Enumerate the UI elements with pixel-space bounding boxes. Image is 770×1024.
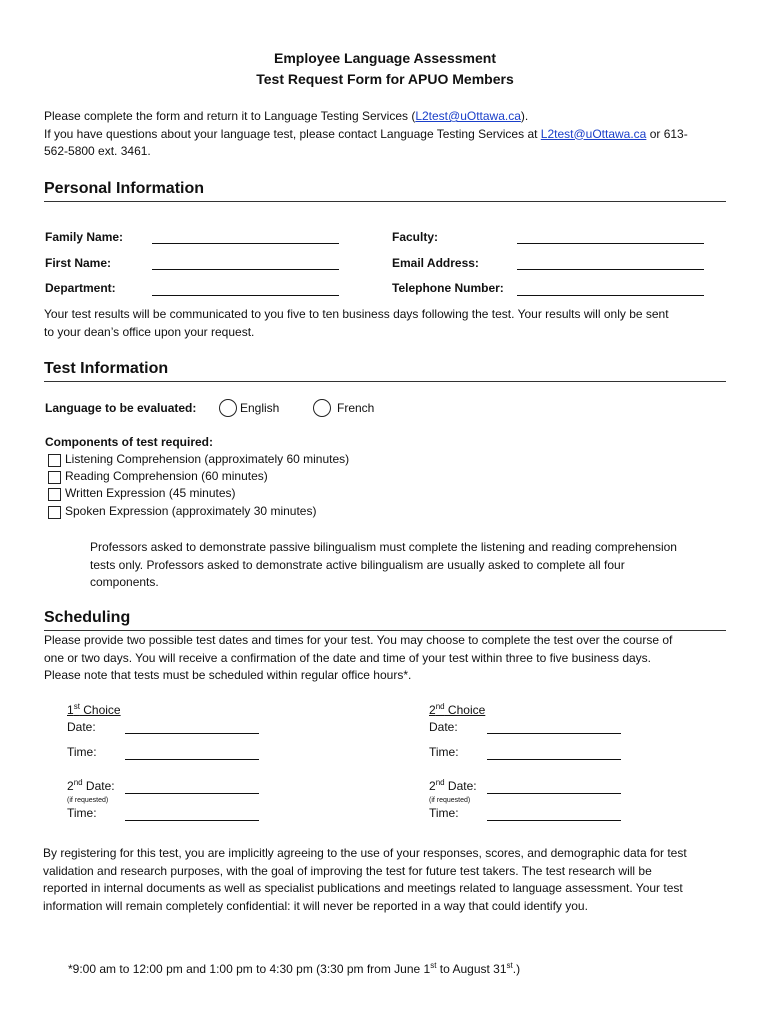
choice-num: 2 [429,703,436,717]
intro-text: Please complete the form and return it to Language Testing Services ( [44,109,416,123]
listening-checkbox[interactable] [48,454,61,467]
second-second-time-label: Time: [429,806,459,820]
language-label: Language to be evaluated: [45,401,197,415]
scheduling-paragraph [44,632,734,685]
email-address-label: Email Address: [392,256,479,270]
date-num: 2 [67,779,74,793]
department-field[interactable] [152,295,339,296]
intro-text: ). [520,109,529,123]
second-choice-date-field[interactable] [487,733,621,734]
component-item: Listening Comprehension (approximately 60 minutes) [65,452,350,466]
if-requested-note: (if requested) [429,797,471,804]
intro-line-3: 562-5800 ext. 3461. [44,144,151,158]
section-divider [44,630,726,631]
consent-paragraph [43,845,743,915]
intro-text: If you have questions about your language test, please contact Language Testing Services at [44,126,541,141]
results-note [44,306,734,341]
bilingualism-note-line: Professors asked to demonstrate passive bilingualism must complete the listening and reading comprehension [90,540,677,554]
intro-paragraph [44,108,734,161]
second-choice-second-time-field[interactable] [487,820,621,821]
first-name-label: First Name: [45,256,112,270]
french-radio[interactable] [313,399,331,417]
first-choice-time-field[interactable] [125,759,259,760]
results-note-line: Your test results will be communicated to you five to ten business days following the test. Your results will only be sent [44,307,669,321]
email-link-2[interactable]: L2test@uOttawa.ca [540,126,647,141]
bilingualism-note [90,539,730,592]
second-choice-time-field[interactable] [487,759,621,760]
first-name-field[interactable] [152,269,339,270]
date-sup: nd [435,778,445,787]
component-item: Spoken Expression (approximately 30 minutes) [65,504,317,518]
first-second-time-label: Time: [67,806,97,820]
scheduling-heading: Scheduling [44,609,131,626]
first-date-label: Date: [67,720,96,734]
scheduling-line: Please provide two possible test dates and times for your test. You may choose to complete the test over the course of [44,633,673,647]
french-option-label: French [337,401,375,415]
second-second-date-label [429,779,477,793]
email-address-field[interactable] [517,269,704,270]
footnote-text: .) [512,962,521,976]
office-hours-footnote [68,962,520,976]
first-second-date-label [67,779,115,793]
second-choice-second-date-field[interactable] [487,793,621,794]
first-choice-second-time-field[interactable] [125,820,259,821]
personal-info-heading: Personal Information [44,180,205,197]
form-title: Employee Language Assessment [273,50,496,66]
form-subtitle: Test Request Form for APUO Members [256,71,514,87]
date-num: 2 [429,779,436,793]
choice-word: Choice [444,703,486,717]
section-divider [44,201,726,202]
component-item: Reading Comprehension (60 minutes) [65,469,268,483]
family-name-label: Family Name: [45,230,124,244]
scheduling-line: Please note that tests must be scheduled within regular office hours*. [44,668,412,682]
email-link[interactable]: L2test@uOttawa.ca [415,109,521,123]
first-time-label: Time: [67,745,97,759]
consent-line: validation and research purposes, with the goal of improving the test for future test takers. The test research will be [43,863,652,878]
second-time-label: Time: [429,745,459,759]
family-name-field[interactable] [152,243,339,244]
choice-word: Choice [79,703,121,717]
faculty-label: Faculty: [392,230,439,244]
footnote-sup: st [430,961,437,970]
consent-line: information will remain completely confidential: it will never be reported in a way that could identify you. [43,898,588,913]
results-note-line: to your dean’s office upon your request. [44,324,255,339]
second-date-label: Date: [429,720,458,734]
second-choice-heading [429,703,485,717]
date-sup: nd [73,778,83,787]
telephone-field[interactable] [517,295,704,296]
footnote-text: to August 31 [436,962,507,976]
intro-line-1 [44,108,734,126]
scheduling-line: one or two days. You will receive a confirmation of the date and time of your test within three to five business days. [44,650,651,665]
english-option-label: English [240,401,280,415]
test-info-heading: Test Information [44,360,169,377]
choice-sup: st [73,702,80,711]
consent-line: By registering for this test, you are implicitly agreeing to the use of your responses, scores, and demographic data for test [43,846,687,860]
choice-sup: nd [435,702,445,711]
footnote-text: *9:00 am to 12:00 pm and 1:00 pm to 4:30 pm (3:30 pm from June 1 [68,962,431,976]
date-word: Date: [82,779,115,793]
footnote-sup: st [506,961,513,970]
component-item: Written Expression (45 minutes) [65,486,236,500]
bilingualism-note-line: tests only. Professors asked to demonstrate active bilingualism are usually asked to complete all four [90,557,625,572]
reading-checkbox[interactable] [48,471,61,484]
first-choice-second-date-field[interactable] [125,793,259,794]
date-word: Date: [444,779,477,793]
telephone-label: Telephone Number: [392,281,504,295]
spoken-checkbox[interactable] [48,506,61,519]
faculty-field[interactable] [517,243,704,244]
intro-text: or 613- [646,126,688,141]
first-choice-heading [67,703,121,717]
consent-line: reported in internal documents as well as specialist publications and meetings related to language assessment. Your test [43,881,683,895]
choice-num: 1 [67,703,74,717]
first-choice-date-field[interactable] [125,733,259,734]
department-label: Department: [45,281,116,295]
section-divider [44,381,726,382]
components-label: Components of test required: [45,435,214,449]
english-radio[interactable] [219,399,237,417]
intro-line-2 [44,126,734,144]
bilingualism-note-line: components. [90,575,159,589]
written-checkbox[interactable] [48,488,61,501]
if-requested-note: (if requested) [67,797,109,804]
